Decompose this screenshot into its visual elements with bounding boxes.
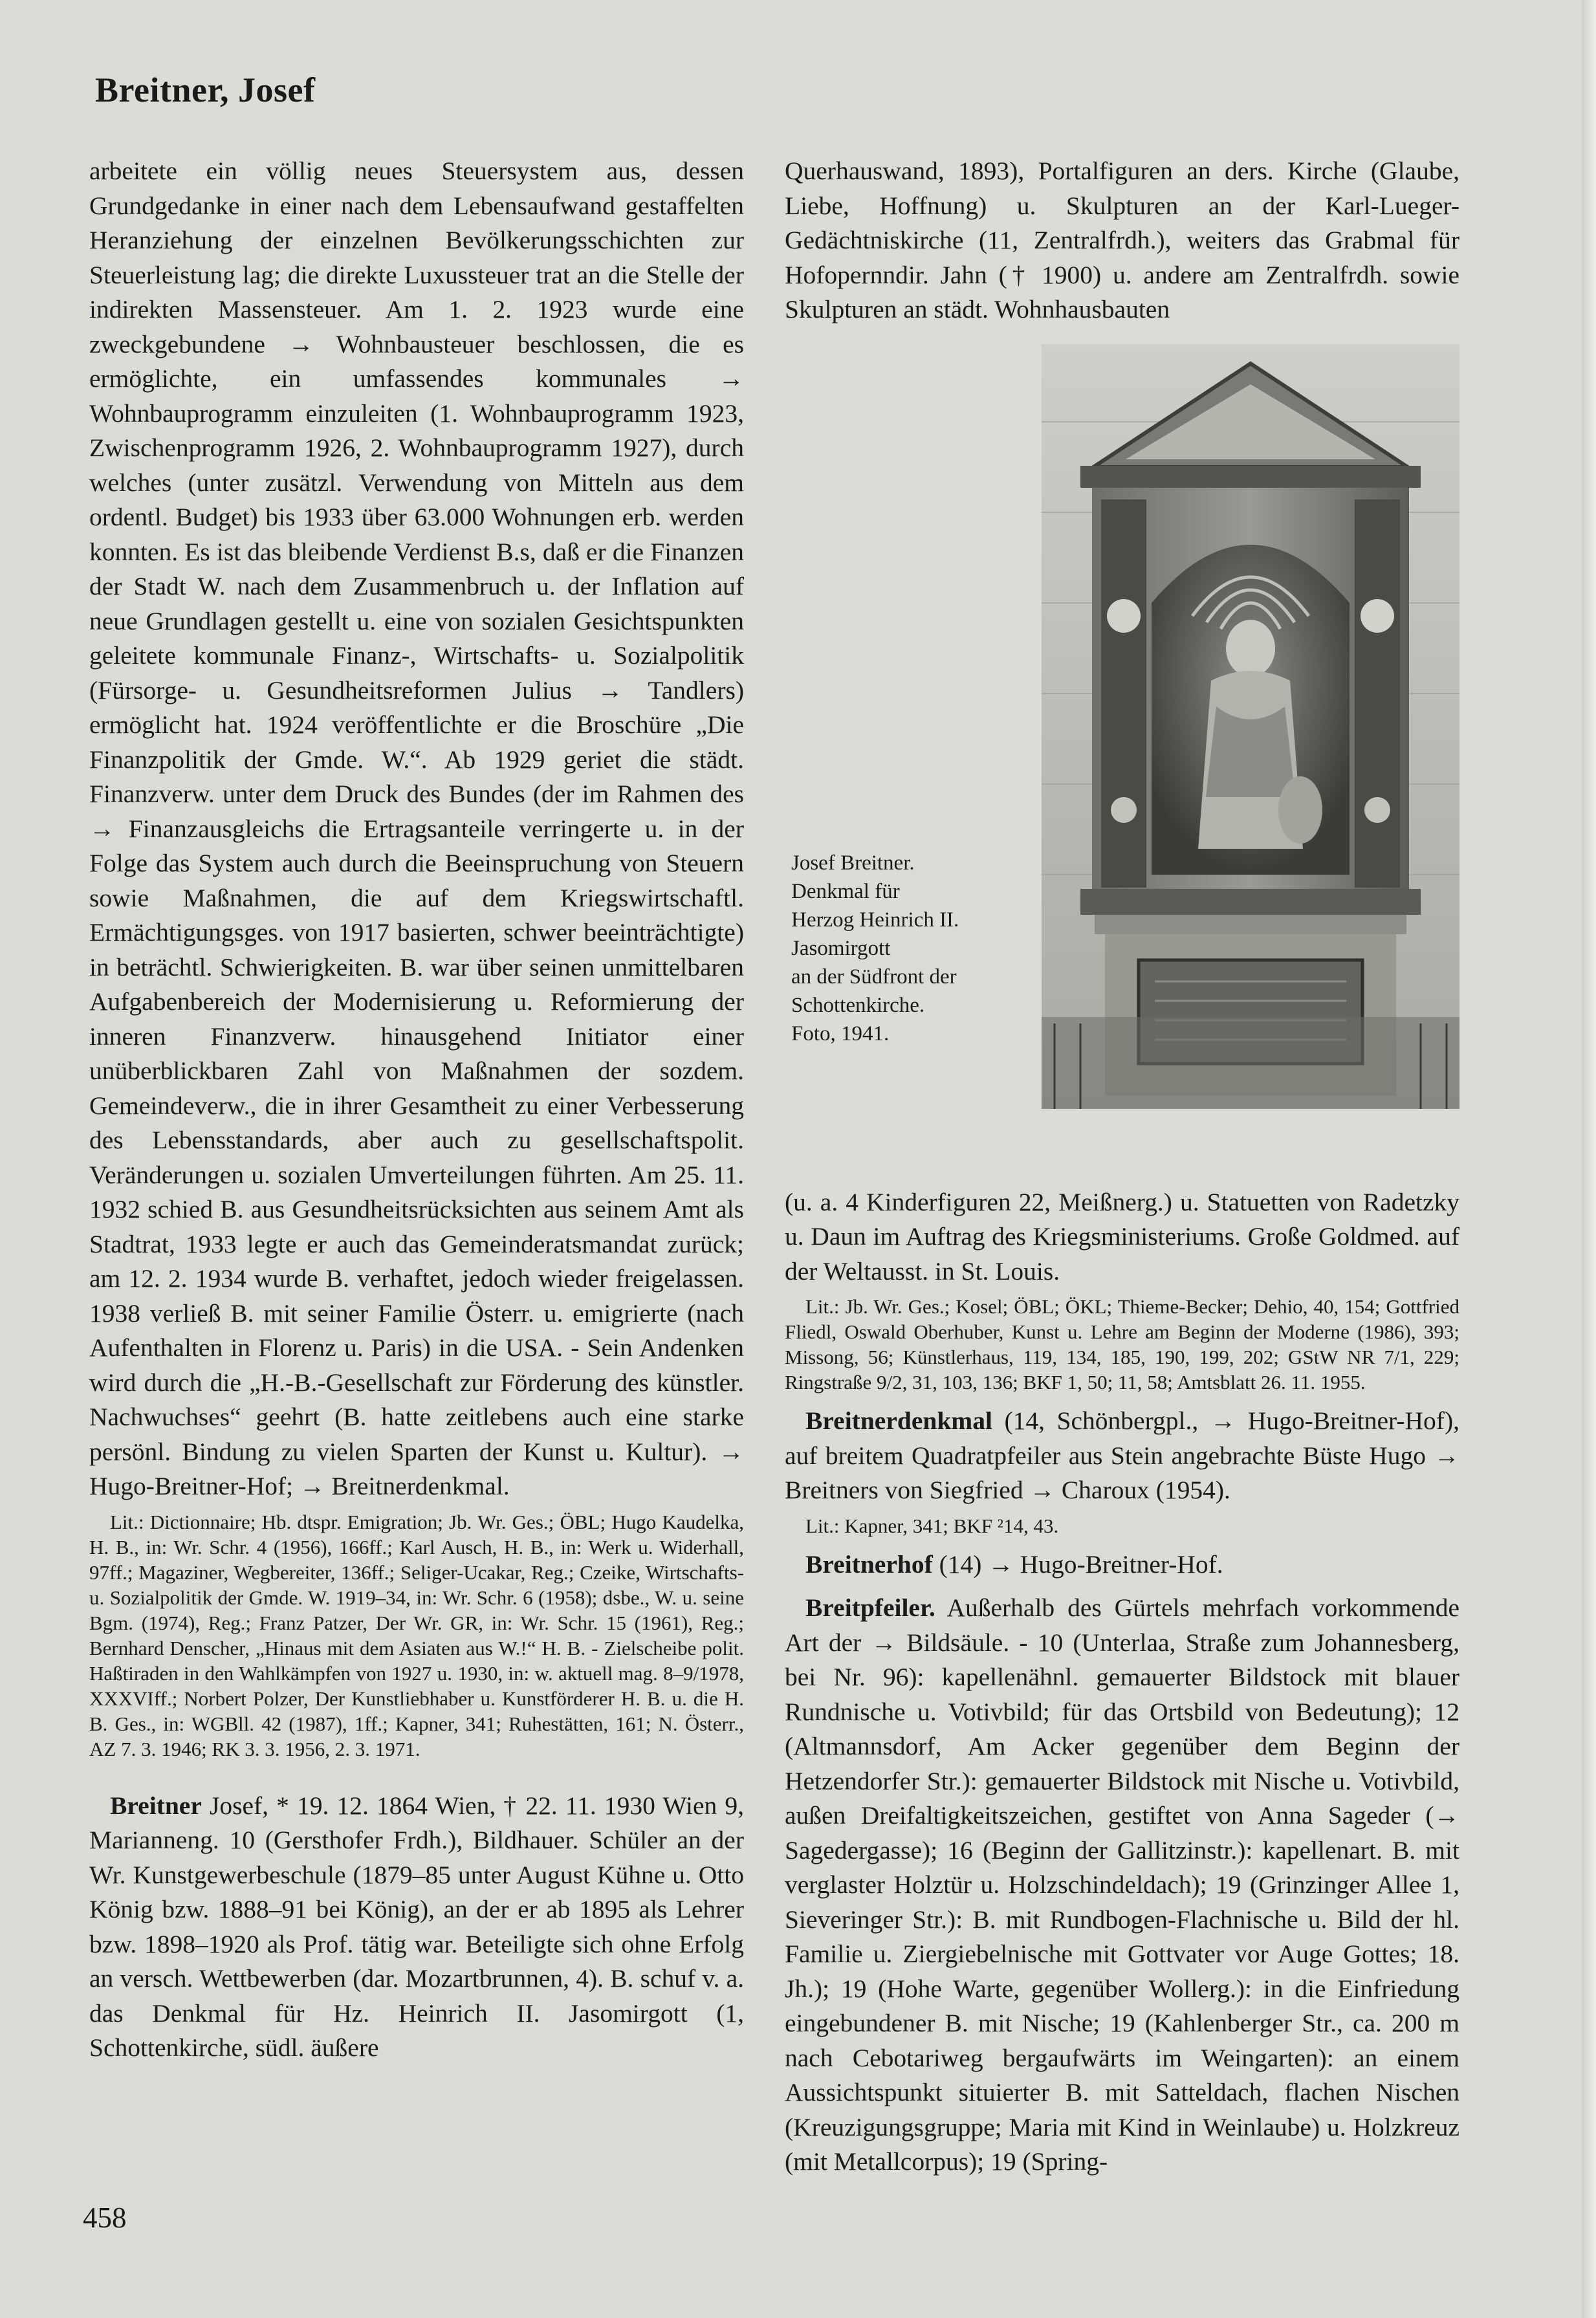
- left-column: [89, 154, 744, 2066]
- entry-breitpfeiler: [785, 1591, 1459, 2180]
- caption-line: Denkmal für: [791, 879, 900, 903]
- entry-text: Josef, * 19. 12. 1864 Wien, † 22. 11. 1930 Wien 9, Marianneng. 10 (Gersthofer Frdh.), Bildhauer. Schüler an der Wr. Kunstgewerbeschule (1879–85 unter August Kühne u. Otto König bzw. 1888–91 bei König), an der er ab 1895 als Lehrer bzw. 1898–1920 als Prof. tätig war. Beteiligte sich ohne Erfolg an versch. Wettbewerben (dar. Mozartbrunnen, 4). B. schuf v. a. das Denkmal für Hz. Heinrich II. Jasomirgott (1, Schottenkirche, südl. äußere: [89, 1791, 744, 2062]
- literature-josef-breitner: Lit.: Jb. Wr. Ges.; Kosel; ÖBL; ÖKL; Thieme-Becker; Dehio, 40, 154; Gottfried Fliedl, Oswald Oberhuber, Kunst u. Lehre am Beginn der Moderne (1986), 393; Missong, 56; Künstlerhaus, 119, 134, 185, 190, 199, 202; GStW NR 7/1, 229; Ringstraße 9/2, 31, 103, 136; BKF 1, 50; 11, 58; Amtsblatt 26. 11. 1955.: [785, 1295, 1459, 1394]
- literature-breitnerdenkmal: Lit.: Kapner, 341; BKF ²14, 43.: [805, 1514, 1059, 1537]
- paragraph-hugo-breitner-continued: arbeitete ein völlig neues Steuersystem aus, dessen Grundgedanke in einer nach dem Lebensaufwand gestaffelten Heranziehung der einzelnen Bevölkerungsschichten zur Steuerleistung lag; die direkte Luxussteuer trat an die Stelle der indirekten Massensteuer. Am 1. 2. 1923 wurde eine zweckgebundene → Wohnbausteuer beschlossen, die es ermöglichte, ein umfassendes kommunales → Wohnbauprogramm einzuleiten (1. Wohnbauprogramm 1923, Zwischenprogramm 1926, 2. Wohnbauprogramm 1927), durch welches (unter zusätzl. Verwendung von Mitteln aus dem ordentl. Budget) bis 1933 über 63.000 Wohnungen erb. werden konnten. Es ist das bleibende Verdienst B.s, daß er die Finanzen der Stadt W. nach dem Zusammenbruch u. der Inflation auf neue Grundlagen gestellt u. eine von sozialen Gesichtspunkten geleitete kommunale Finanz-, Wirtschafts- u. Sozialpolitik (Fürsorge- u. Gesundheitsreformen Julius → Tandlers) ermöglicht hat. 1924 veröffentlichte er die Broschüre „Die Finanzpolitik der Gmde. W.“. Ab 1929 geriet die städt. Finanzverw. unter dem Druck des Bundes (der im Rahmen des → Finanzausgleichs die Ertragsanteile verringerte u. in der Folge das System auch durch die Beeinspruchung von Steuern sowie Maßnahmen, die auf dem Kriegswirtschaftl. Ermächtigungsges. von 1917 basierten, schwer beeinträchtigte) in beträchtl. Schwierigkeiten. B. war über seinen unmittelbaren Aufgabenbereich der Modernisierung u. Reformierung der inneren Finanzverw. hinausgehend Initiator einer unüberblickbaren Zahl von Maßnahmen der sozdem. Gemeindeverw., die in ihrer Gesamtheit zu einer Verbesserung des Lebensstandards, aber auch zu gesellschaftspolit. Veränderungen u. sozialen Umverteilungen führten. Am 25. 11. 1932 schied B. aus Gesundheitsrücksichten aus seinem Amt als Stadtrat, 1933 legte er auch das Gemeinderatsmandat zurück; am 12. 2. 1934 wurde B. verhaftet, jedoch wieder freigelassen. 1938 verließ B. mit seiner Familie Österr. u. emigrierte (nach Aufenthalten in Florenz u. Paris) in die USA. - Sein Andenken wird durch die „H.-B.-Gesellschaft zur Förderung des künstler. Nachwuchses“ geehrt (B. hatte zeitlebens auch eine starke persönl. Bindung zu vielen Sparten der Kunst u. Kultur). → Hugo-Breitner-Hof; → Breitnerdenkmal.: [89, 157, 744, 1500]
- caption-line: Schottenkirche.: [791, 993, 925, 1017]
- entry-text: Außerhalb des Gürtels mehrfach vorkommende Art der → Bildsäule. - 10 (Unterlaa, Straße zum Johannesberg, bei Nr. 96): kapellenähnl. gemauerter Bildstock mit blauer Rundnische u. Votivbild; für das Ortsbild von Bedeutung); 12 (Altmannsdorf, Am Acker gegenüber dem Beginn der Hetzendorfer Str.): gemauerter Bildstock mit Nische u. Votivbild, außen Dreifaltigkeitszeichen, gestiftet von Anna Sageder (→ Sagedergasse); 16 (Beginn der Gallitzinstr.): kapellenart. B. mit verglaster Holztür u. Holzschindeldach); 19 (Grinzinger Allee 1, Sieveringer Str.): B. mit Rundbogen-Flachnische u. Bild der hl. Familie u. Ziergiebelnische mit Gottvater vor Auge Gottes; 18. Jh.); 19 (Hohe Warte, gegenüber Wollerg.): in die Einfriedung eingebundener B. mit Nische; 19 (Kahlenberger Str., ca. 200 m nach Cebotariweg bergaufwärts im Weingarten): an einem Aussichtspunkt situierter B. mit Satteldach, flachen Nischen (Kreuzigungsgruppe; Maria mit Kind in Weinlaube) u. Holzkreuz (mit Metallcorpus); 19 (Spring-: [785, 1593, 1459, 2176]
- paragraph-josef-breitner-end: (u. a. 4 Kinderfiguren 22, Meißnerg.) u. Statuetten von Radetzky u. Daun im Auftrag des Kriegsministeriums. Große Goldmed. auf der Weltausst. in St. Louis.: [785, 1187, 1459, 1285]
- figure: [785, 344, 1459, 1172]
- literature-hugo-breitner: Lit.: Dictionnaire; Hb. dtspr. Emigration; Jb. Wr. Ges.; ÖBL; Hugo Kaudelka, H. B., in: Wr. Schr. 4 (1956), 166ff.; Karl Ausch, H. B., in: Werk u. Widerhall, 97ff.; Magaziner, Wegbereiter, 136ff.; Seliger-Ucakar, Reg.; Czeike, Wirtschafts- u. Sozialpolitik der Gmde. W. 1919–34, in: Wr. Schr. 6 (1958); dsbe., W. u. seine Bgm. (1974), Reg.; Franz Patzer, Der Wr. GR, in: Wr. Schr. 15 (1961), Reg.; Bernhard Denscher, „Hinaus mit dem Asiaten aus W.!“ H. B. - Zielscheibe polit. Haßtiraden in den Wahlkämpfen von 1927 u. 1930, in: w. aktuell mag. 8–9/1978, XXXVIff.; Norbert Polzer, Der Kunstliebhaber u. Kunstförderer H. B. u. die H. B. Ges., in: WGBll. 42 (1987), 1ff.; Kapner, 341; Ruhestätten, 161; N. Österr., AZ 7. 3. 1946; RK 3. 3. 1956, 2. 3. 1971.: [89, 1510, 744, 1760]
- monument-photo: [1042, 344, 1459, 1109]
- caption-line: Herzog Heinrich II.: [791, 908, 959, 932]
- caption-line: Josef Breitner.: [791, 851, 915, 875]
- lemma-breitpfeiler: Breitpfeiler.: [805, 1593, 935, 1622]
- page-edge: [1582, 0, 1596, 2318]
- lemma-breitnerdenkmal: Breitnerdenkmal: [805, 1406, 992, 1435]
- right-column: [785, 154, 1459, 2180]
- entry-text: (14) → Hugo-Breitner-Hof.: [932, 1549, 1223, 1579]
- running-header: Breitner, Josef: [95, 71, 316, 109]
- entry-josef-breitner: [89, 1789, 744, 2066]
- caption-line: Jasomirgott: [791, 936, 891, 960]
- entry-breitnerdenkmal: [785, 1404, 1459, 1508]
- lemma-breitner-josef: Breitner: [110, 1791, 202, 1820]
- page-number: 458: [83, 2202, 127, 2234]
- paragraph-josef-breitner-continued: Querhauswand, 1893), Portalfiguren an ders. Kirche (Glaube, Liebe, Hoffnung) u. Skulpturen an der Karl-Lueger-Gedächtniskirche (11, Zentralfrdh.), weiters das Grabmal für Hofopernndir. Jahn († 1900) u. andere am Zentralfrdh. sowie Skulpturen an städt. Wohnhausbauten: [785, 157, 1459, 323]
- figure-caption: [791, 849, 1031, 1048]
- caption-line: an der Südfront der: [791, 965, 957, 989]
- lemma-breitnerhof: Breitnerhof: [805, 1549, 933, 1579]
- entry-text: (14, Schönbergpl., → Hugo-Breitner-Hof), auf breitem Quadratpfeiler aus Stein angebrachte Büste Hugo → Breitners von Siegfried → Charoux (1954).: [785, 1406, 1459, 1504]
- caption-line: Foto, 1941.: [791, 1022, 890, 1045]
- entry-breitnerhof: [785, 1547, 1459, 1582]
